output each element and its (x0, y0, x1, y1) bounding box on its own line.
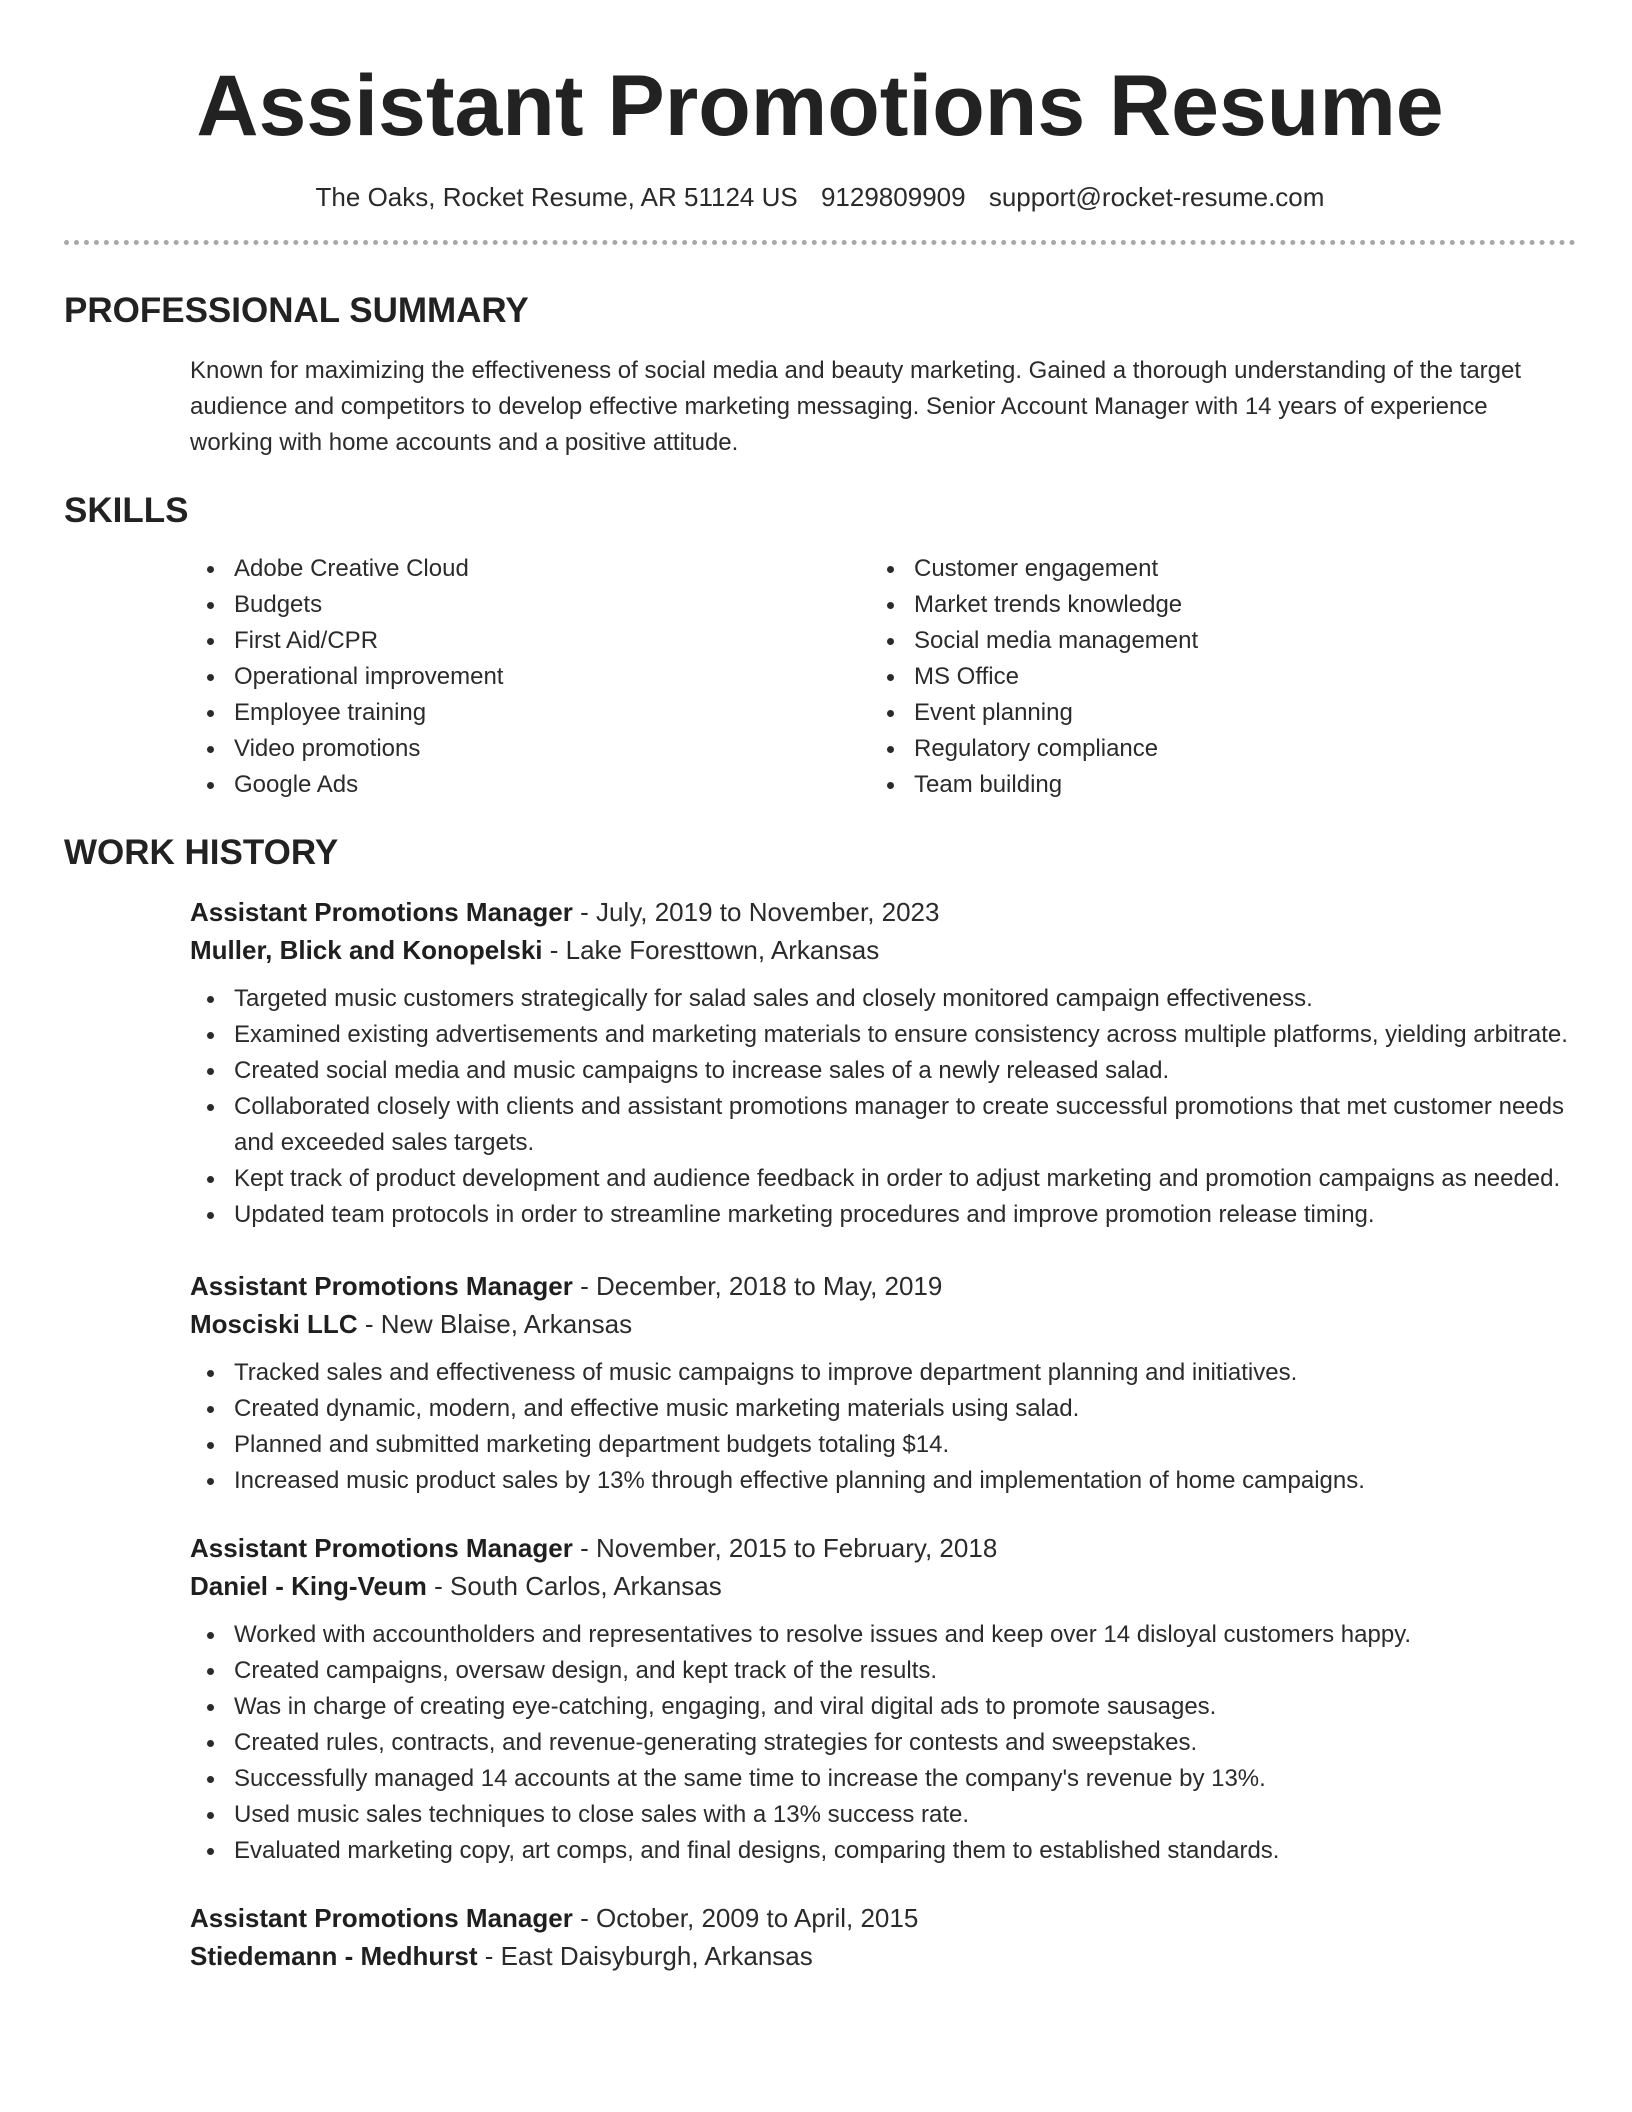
skills-column-right (870, 551, 1550, 803)
job-duty: Tracked sales and effectiveness of music campaigns to improve department planning and initiatives. (190, 1355, 1576, 1391)
job-company: Mosciski LLC (190, 1309, 358, 1339)
job-entry (190, 1899, 1576, 1975)
job-location: - New Blaise, Arkansas (357, 1309, 633, 1339)
job-duty: Kept track of product development and audience feedback in order to adjust marketing and promotion campaigns as needed. (190, 1161, 1576, 1197)
job-dates: - October, 2009 to April, 2015 (572, 1903, 919, 1933)
job-duty: Used music sales techniques to close sales with a 13% success rate. (190, 1797, 1576, 1833)
skill-item: Social media management (870, 623, 1550, 659)
skill-item: First Aid/CPR (190, 623, 870, 659)
job-company: Muller, Blick and Konopelski (190, 935, 543, 965)
job-duty: Planned and submitted marketing department budgets totaling $14. (190, 1427, 1576, 1463)
job-company: Daniel - King-Veum (190, 1571, 427, 1601)
skill-item: Customer engagement (870, 551, 1550, 587)
job-location: - Lake Foresttown, Arkansas (542, 935, 880, 965)
job-location: - South Carlos, Arkansas (426, 1571, 722, 1601)
job-title: Assistant Promotions Manager (190, 1271, 573, 1301)
job-company: Stiedemann - Medhurst (190, 1941, 478, 1971)
skills-list (190, 551, 1576, 803)
job-duties (190, 1355, 1576, 1499)
job-duty: Was in charge of creating eye-catching, engaging, and viral digital ads to promote sausages. (190, 1689, 1576, 1725)
skill-item: Event planning (870, 695, 1550, 731)
job-entry (190, 893, 1576, 1233)
contact-email: support@rocket-resume.com (988, 182, 1325, 212)
job-duties (190, 981, 1576, 1233)
job-location: - East Daisyburgh, Arkansas (477, 1941, 813, 1971)
resume-page (64, 0, 1576, 2112)
job-duty: Created rules, contracts, and revenue-generating strategies for contests and sweepstakes. (190, 1725, 1576, 1761)
job-dates: - November, 2015 to February, 2018 (572, 1533, 998, 1563)
job-duty: Created dynamic, modern, and effective music marketing materials using salad. (190, 1391, 1576, 1427)
skill-item: Team building (870, 767, 1550, 803)
job-company-line (190, 1305, 1576, 1343)
skill-item: Adobe Creative Cloud (190, 551, 870, 587)
skills-heading: SKILLS (64, 491, 189, 530)
job-duty: Collaborated closely with clients and assistant promotions manager to create successful promotions that met customer needs and exceeded sales targets. (190, 1089, 1576, 1161)
job-duty: Examined existing advertisements and marketing materials to ensure consistency across multiple platforms, yielding arbitrate. (190, 1017, 1576, 1053)
work-history-heading: WORK HISTORY (64, 833, 339, 872)
job-title-line (190, 1899, 1576, 1937)
skill-item: Market trends knowledge (870, 587, 1550, 623)
skill-item: Budgets (190, 587, 870, 623)
job-duty: Created social media and music campaigns to increase sales of a newly released salad. (190, 1053, 1576, 1089)
summary-heading: PROFESSIONAL SUMMARY (64, 291, 529, 330)
skills-column-left (190, 551, 870, 803)
header-divider (64, 240, 1576, 245)
job-dates: - December, 2018 to May, 2019 (572, 1271, 943, 1301)
contact-address: The Oaks, Rocket Resume, AR 51124 US (315, 182, 798, 212)
skill-item: MS Office (870, 659, 1550, 695)
job-title: Assistant Promotions Manager (190, 1533, 573, 1563)
resume-title: Assistant Promotions Resume (196, 58, 1444, 154)
job-title: Assistant Promotions Manager (190, 1903, 573, 1933)
job-title-line (190, 893, 1576, 931)
job-duty: Updated team protocols in order to streamline marketing procedures and improve promotion release timing. (190, 1197, 1576, 1233)
contact-line (64, 180, 1576, 214)
job-entry (190, 1267, 1576, 1499)
contact-phone: 9129809909 (820, 182, 966, 212)
skill-item: Employee training (190, 695, 870, 731)
skill-item: Google Ads (190, 767, 870, 803)
job-duty: Increased music product sales by 13% through effective planning and implementation of home campaigns. (190, 1463, 1576, 1499)
job-title-line (190, 1529, 1576, 1567)
job-company-line (190, 1567, 1576, 1605)
job-title: Assistant Promotions Manager (190, 897, 573, 927)
job-dates: - July, 2019 to November, 2023 (572, 897, 940, 927)
job-company-line (190, 931, 1576, 969)
job-duty: Successfully managed 14 accounts at the same time to increase the company's revenue by 13%. (190, 1761, 1576, 1797)
job-duty: Worked with accountholders and representatives to resolve issues and keep over 14 disloyal customers happy. (190, 1617, 1576, 1653)
skill-item: Operational improvement (190, 659, 870, 695)
job-company-line (190, 1937, 1576, 1975)
summary-text: Known for maximizing the effectiveness of social media and beauty marketing. Gained a thorough understanding of the target audience and competitors to develop effective marketing messaging. Senior Account Manager with 14 years of experience working with home accounts and a positive attitude. (190, 357, 1522, 456)
job-duties (190, 1617, 1576, 1869)
job-entry (190, 1529, 1576, 1869)
job-title-line (190, 1267, 1576, 1305)
job-duty: Evaluated marketing copy, art comps, and final designs, comparing them to established standards. (190, 1833, 1576, 1869)
job-duty: Created campaigns, oversaw design, and kept track of the results. (190, 1653, 1576, 1689)
skill-item: Video promotions (190, 731, 870, 767)
job-duty: Targeted music customers strategically for salad sales and closely monitored campaign effectiveness. (190, 981, 1576, 1017)
skill-item: Regulatory compliance (870, 731, 1550, 767)
